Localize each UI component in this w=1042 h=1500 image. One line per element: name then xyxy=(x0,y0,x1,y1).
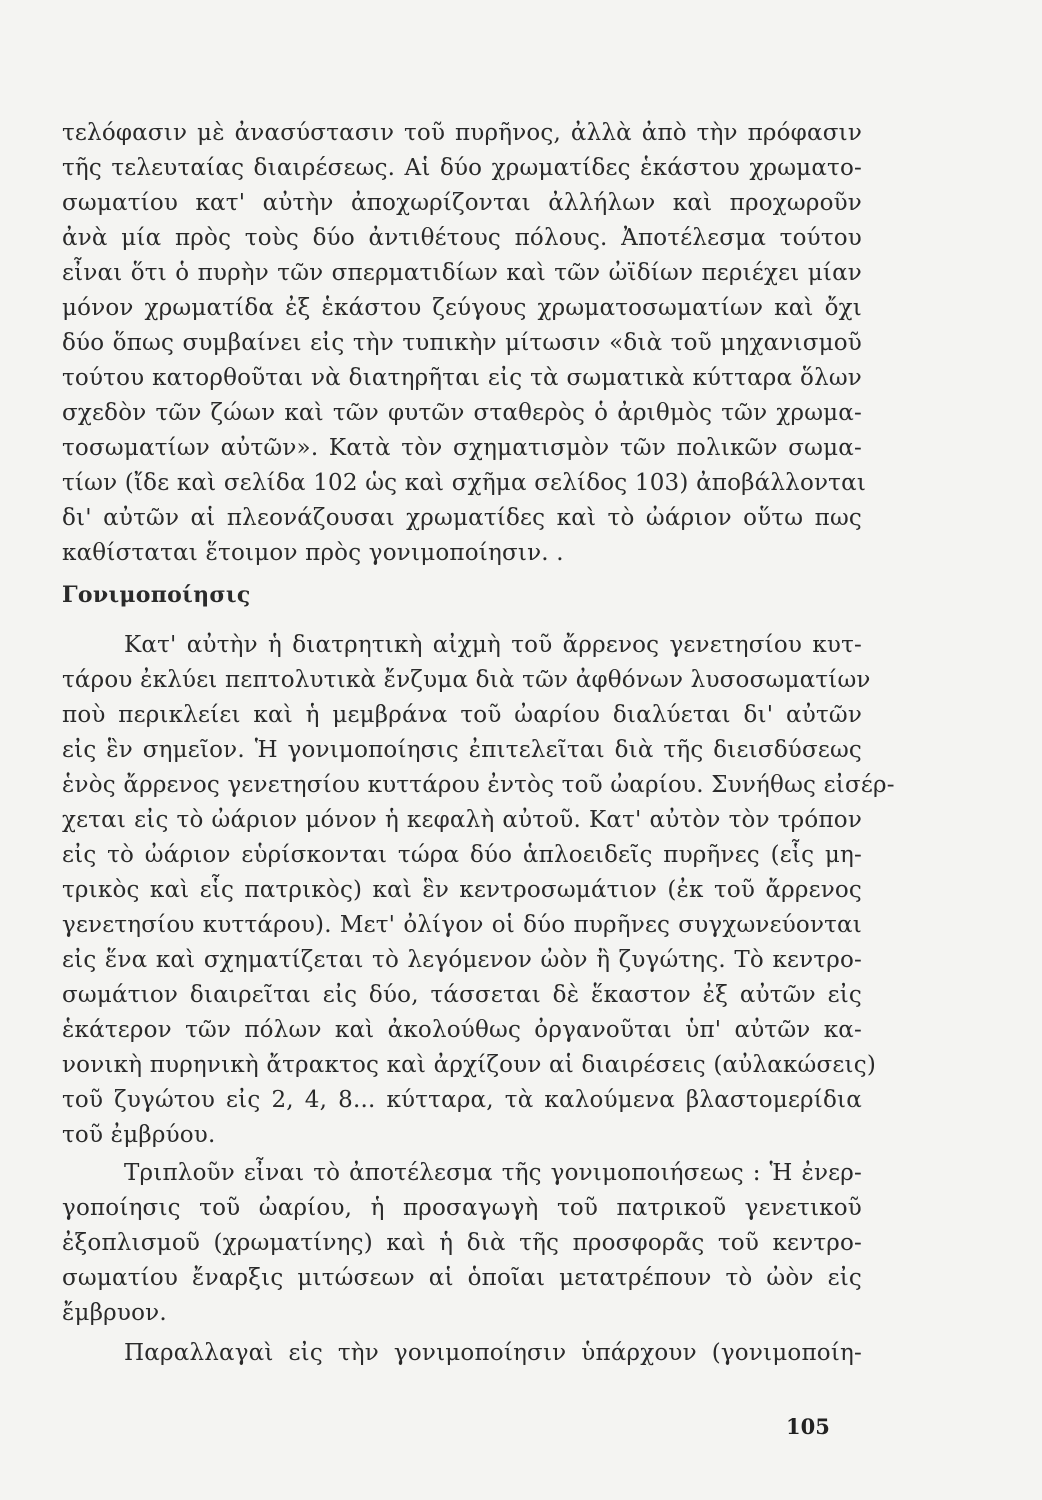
text-line: σωματίου κατ' αὐτὴν ἀποχωρίζονται ἀλλήλων καὶ προχωροῦν xyxy=(62,190,862,216)
text-line: ἐξοπλισμοῦ (χρωματίνης) καὶ ἡ διὰ τῆς προσφορᾶς τοῦ κεντρο- xyxy=(62,1230,862,1256)
text-line: χεται εἰς τὸ ὠάριον μόνον ἡ κεφαλὴ αὐτοῦ. Κατ' αὐτὸν τὸν τρόπον xyxy=(62,807,862,833)
section-heading: Γονιμοποίησις xyxy=(62,582,251,608)
text-line: ἀνὰ μία πρὸς τοὺς δύο ἀντιθέτους πόλους. Ἀποτέλεσμα τούτου xyxy=(62,225,862,251)
text-line: εἰς ἕνα καὶ σχηματίζεται τὸ λεγόμενον ὠὸν ἢ ζυγώτης. Τὸ κεντρο- xyxy=(62,947,862,973)
page-number: 105 xyxy=(786,1414,830,1439)
text-line: γοποίησις τοῦ ὠαρίου, ἡ προσαγωγὴ τοῦ πατρικοῦ γενετικοῦ xyxy=(62,1195,862,1221)
text-line: γενετησίου κυττάρου). Μετ' ὀλίγον οἱ δύο πυρῆνες συγχωνεύονται xyxy=(62,912,862,938)
text-line: σωμάτιον διαιρεῖται εἰς δύο, τάσσεται δὲ ἕκαστον ἐξ αὐτῶν εἰς xyxy=(62,982,862,1008)
text-line: σχεδὸν τῶν ζώων καὶ τῶν φυτῶν σταθερὸς ὁ ἀριθμὸς τῶν χρωμα- xyxy=(62,400,862,426)
text-line: δι' αὐτῶν αἱ πλεονάζουσαι χρωματίδες καὶ τὸ ὠάριον οὕτω πως xyxy=(62,505,862,531)
text-line: ποὺ περικλείει καὶ ἡ μεμβράνα τοῦ ὠαρίου διαλύεται δι' αὐτῶν xyxy=(62,702,862,728)
text-line: τελόφασιν μὲ ἀνασύστασιν τοῦ πυρῆνος, ἀλλὰ ἀπὸ τὴν πρόφασιν xyxy=(62,120,862,146)
text-line: τοῦ ζυγώτου εἰς 2, 4, 8... κύτταρα, τὰ καλούμενα βλαστομερίδια xyxy=(62,1087,862,1113)
text-line: δύο ὅπως συμβαίνει εἰς τὴν τυπικὴν μίτωσιν «διὰ τοῦ μηχανισμοῦ xyxy=(62,330,862,356)
text-line: τούτου κατορθοῦται νὰ διατηρῆται εἰς τὰ σωματικὰ κύτταρα ὅλων xyxy=(62,365,862,391)
text-line: τρικὸς καὶ εἷς πατρικὸς) καὶ ἓν κεντροσωμάτιον (ἐκ τοῦ ἄρρενος xyxy=(62,877,862,903)
text-line: τοῦ ἐμβρύου. xyxy=(62,1122,216,1148)
text-line: Παραλλαγαὶ εἰς τὴν γονιμοποίησιν ὑπάρχουν (γονιμοποίη- xyxy=(124,1340,862,1366)
text-line: ἑνὸς ἄρρενος γενετησίου κυττάρου ἐντὸς τοῦ ὠαρίου. Συνήθως εἰσέρ- xyxy=(62,772,895,798)
text-line: εἰς τὸ ὠάριον εὑρίσκονται τώρα δύο ἁπλοειδεῖς πυρῆνες (εἷς μη- xyxy=(62,842,862,868)
text-line: τῆς τελευταίας διαιρέσεως. Αἱ δύο χρωματίδες ἑκάστου χρωματο- xyxy=(62,155,862,181)
text-line: ἔμβρυον. xyxy=(62,1300,167,1326)
text-line: καθίσταται ἕτοιμον πρὸς γονιμοποίησιν. . xyxy=(62,540,564,566)
text-line: ἑκάτερον τῶν πόλων καὶ ἀκολούθως ὀργανοῦται ὑπ' αὐτῶν κα- xyxy=(62,1017,862,1043)
text-line: τίων (ἴδε καὶ σελίδα 102 ὡς καὶ σχῆμα σελίδος 103) ἀποβάλλονται xyxy=(62,470,867,496)
text-line: τοσωματίων αὐτῶν». Κατὰ τὸν σχηματισμὸν τῶν πολικῶν σωμα- xyxy=(62,435,862,461)
text-line: εἶναι ὅτι ὁ πυρὴν τῶν σπερματιδίων καὶ τῶν ὠϊδίων περιέχει μίαν xyxy=(62,260,862,286)
text-line: τάρου ἐκλύει πεπτολυτικὰ ἔνζυμα διὰ τῶν ἀφθόνων λυσοσωματίων xyxy=(62,667,871,693)
text-line: σωματίου ἔναρξις μιτώσεων αἱ ὁποῖαι μετατρέπουν τὸ ὠὸν εἰς xyxy=(62,1265,862,1291)
text-line: εἰς ἓν σημεῖον. Ἡ γονιμοποίησις ἐπιτελεῖται διὰ τῆς διεισδύσεως xyxy=(62,737,862,763)
text-line: μόνον χρωματίδα ἐξ ἑκάστου ζεύγους χρωματοσωματίων καὶ ὄχι xyxy=(62,295,862,321)
text-line: Κατ' αὐτὴν ἡ διατρητικὴ αἰχμὴ τοῦ ἄρρενος γενετησίου κυτ- xyxy=(124,632,862,658)
text-line: νονικὴ πυρηνικὴ ἄτρακτος καὶ ἀρχίζουν αἱ διαιρέσεις (αὐλακώσεις) xyxy=(62,1052,876,1078)
text-line: Τριπλοῦν εἶναι τὸ ἀποτέλεσμα τῆς γονιμοποιήσεως : Ἡ ἐνερ- xyxy=(124,1160,862,1186)
